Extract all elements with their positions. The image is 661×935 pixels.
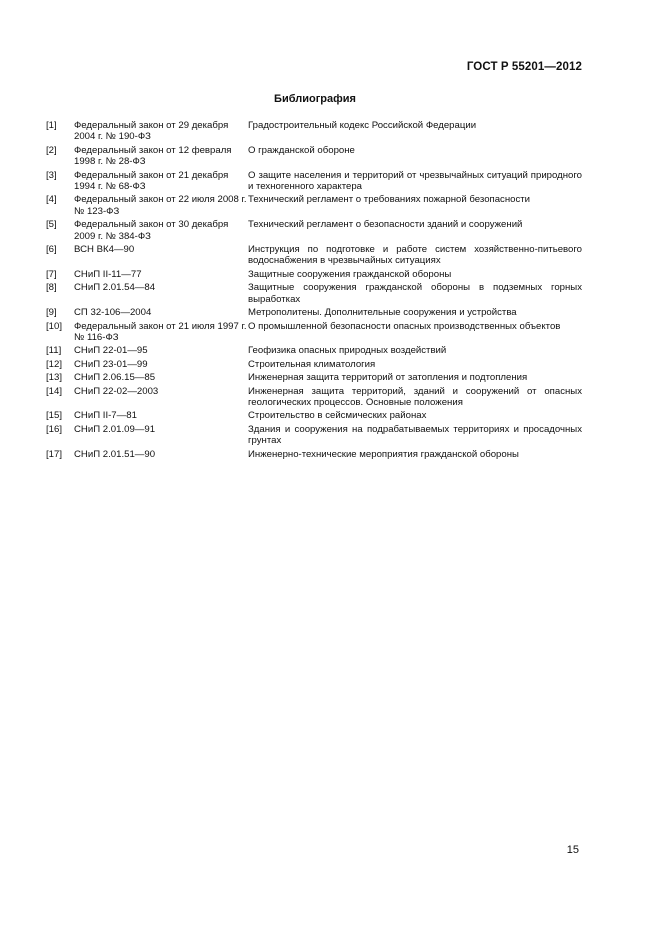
entry-reference: СНиП II-7—81 — [74, 410, 137, 422]
entry-description: Защитные сооружения гражданской обороны — [248, 268, 452, 280]
entry-description: О гражданской обороне — [248, 144, 355, 156]
entry-number: [9] — [46, 307, 57, 319]
entry-reference: СНиП 22-01—95 — [74, 345, 148, 357]
bibliography-entry — [46, 410, 582, 421]
entry-description: Инженерно-технические мероприятия гражданской обороны — [248, 448, 519, 460]
entry-number: [15] — [46, 410, 63, 422]
entry-description: Здания и сооружения на подрабатываемых территориях и просадочных грунтах — [248, 423, 582, 447]
entry-description: Защитные сооружения гражданской обороны в подземных горных выработках — [248, 282, 582, 305]
entry-description: Строительство в сейсмических районах — [248, 410, 427, 422]
entry-reference: ВСН ВК4—90 — [74, 244, 135, 256]
bibliography-entry — [46, 449, 582, 460]
bibliography-list — [46, 120, 582, 462]
page-number: 15 — [566, 844, 579, 856]
bibliography-entry — [46, 145, 582, 168]
entry-reference: Федеральный закон от 12 февраля 1998 г. № 28-ФЗ — [74, 144, 232, 168]
entry-number: [16] — [46, 423, 63, 435]
entry-description: О промышленной безопасности опасных производственных объектов — [248, 320, 561, 332]
entry-number: [3] — [46, 169, 57, 181]
entry-description: Строительная климатология — [248, 358, 376, 370]
bibliography-entry — [46, 345, 582, 356]
document-header: ГОСТ Р 55201—2012 — [466, 61, 582, 73]
section-title: Библиография — [274, 93, 356, 105]
bibliography-entry — [46, 386, 582, 409]
entry-number: [11] — [46, 345, 62, 357]
bibliography-entry — [46, 244, 582, 267]
entry-reference: СНиП 2.01.54—84 — [74, 282, 156, 294]
bibliography-entry — [46, 321, 582, 344]
entry-number: [1] — [46, 120, 57, 131]
entry-reference: Федеральный закон от 22 июля 2008 г. № 123-ФЗ — [74, 194, 247, 217]
entry-number: [7] — [46, 268, 57, 280]
entry-reference: СНиП 23-01—99 — [74, 358, 148, 370]
entry-description: Градостроительный кодекс Российской Федерации — [248, 120, 477, 131]
entry-number: [4] — [46, 194, 57, 206]
entry-description: О защите населения и территорий от чрезвычайных ситуаций природного и техногенного характера — [248, 169, 582, 193]
entry-number: [14] — [46, 385, 63, 397]
entry-description: Геофизика опасных природных воздействий — [248, 345, 447, 357]
entry-description: Технический регламент о требованиях пожарной безопасности — [248, 194, 531, 206]
entry-number: [2] — [46, 144, 57, 156]
bibliography-entry — [46, 424, 582, 447]
entry-reference: Федеральный закон от 30 декабря 2009 г. № 384-ФЗ — [74, 219, 229, 242]
entry-description: Технический регламент о безопасности зданий и сооружений — [248, 219, 523, 231]
entry-reference: СНиП II-11—77 — [74, 268, 142, 280]
entry-number: [6] — [46, 244, 57, 256]
entry-description: Инструкция по подготовке и работе систем хозяйственно-питьевого водоснабжения в чрезвычайных ситуациях — [248, 244, 582, 267]
entry-reference: СНиП 2.01.51—90 — [74, 448, 156, 460]
entry-reference: СНиП 22-02—2003 — [74, 385, 159, 397]
bibliography-entry — [46, 120, 582, 143]
entry-number: [5] — [46, 219, 57, 231]
bibliography-entry — [46, 359, 582, 370]
entry-reference: СП 32-106—2004 — [74, 307, 152, 319]
bibliography-entry — [46, 170, 582, 193]
entry-number: [10] — [46, 320, 63, 332]
entry-number: [17] — [46, 448, 63, 460]
bibliography-entry — [46, 219, 582, 242]
entry-number: [13] — [46, 372, 63, 384]
bibliography-entry — [46, 372, 582, 383]
entry-number: [8] — [46, 282, 57, 294]
entry-reference: СНиП 2.06.15—85 — [74, 372, 156, 384]
bibliography-entry — [46, 307, 582, 318]
entry-reference: Федеральный закон от 29 декабря 2004 г. № 190-ФЗ — [74, 120, 229, 143]
entry-description: Инженерная защита территорий от затопления и подтопления — [248, 372, 528, 384]
bibliography-entry — [46, 269, 582, 280]
entry-description: Инженерная защита территорий, зданий и сооружений от опасных геологических процессов. Основные положения — [248, 385, 582, 408]
entry-reference: СНиП 2.01.09—91 — [74, 423, 156, 435]
entry-reference: Федеральный закон от 21 июля 1997 г. № 116-ФЗ — [74, 320, 247, 343]
entry-number: [12] — [46, 358, 63, 370]
bibliography-entry — [46, 194, 582, 217]
entry-reference: Федеральный закон от 21 декабря 1994 г. № 68-ФЗ — [74, 169, 229, 193]
entry-description: Метрополитены. Дополнительные сооружения и устройства — [248, 307, 517, 319]
bibliography-entry — [46, 282, 582, 305]
